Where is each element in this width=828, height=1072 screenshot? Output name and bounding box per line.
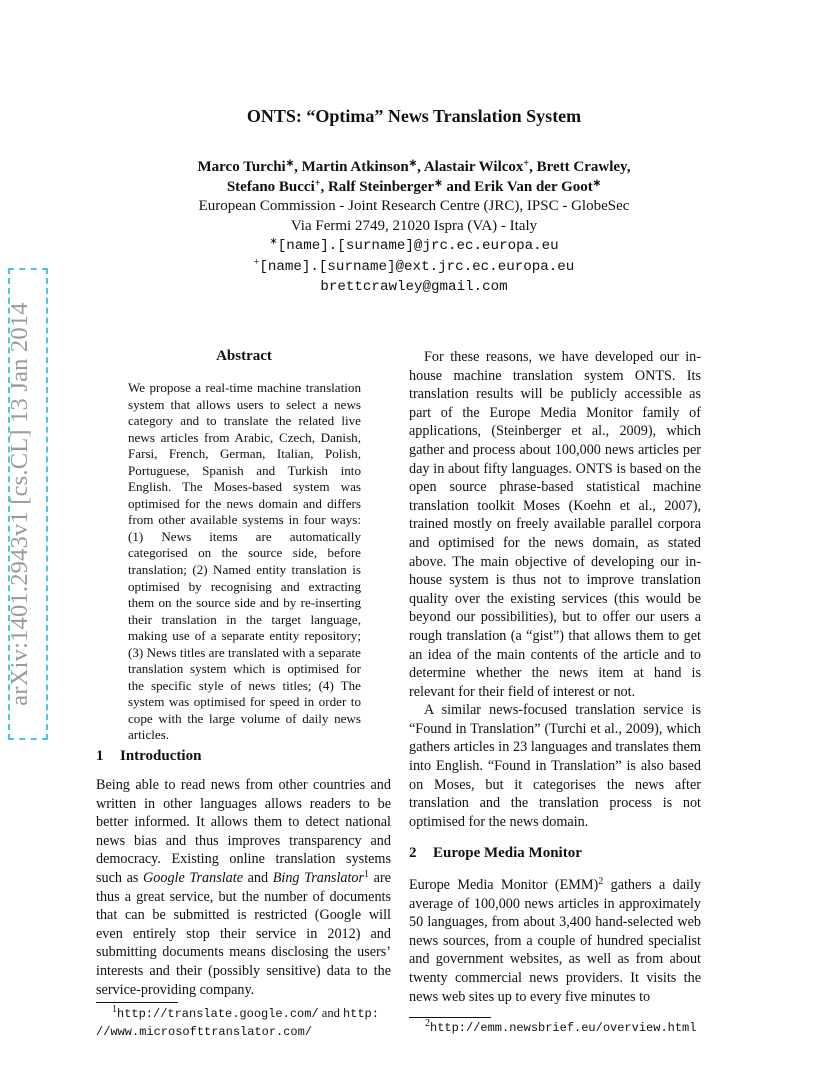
- author-name: Ralf Steinberger: [327, 178, 435, 195]
- footnote-ref[interactable]: 2: [598, 876, 604, 887]
- text-run: and: [318, 1006, 343, 1020]
- paragraph: For these reasons, we have developed our in-house machine translation system ONTS. Its translation results will be publicly accessible as part of the Europe Media Monitor family of applications, (Steinberger et al., 2009), which gather and process about 100,000 news articles per day in about fifty languages. ONTS is based on the open source phrase-based statistical machine translation toolkit Moses (Koehn et al., 2007), trained mostly on freely available parallel corpora and optimised for the news domain, as stated above. The main objective of developing our in-house system is thus not to improve translation quality over the existing services (this would be beyond our possibilities), but to offer our users a rough translation (a “gist”) that allows them to get an idea of the main contents of the article and to determine whether the news item at hand is relevant for their field of interest or not.: [409, 349, 701, 700]
- footnote-rule: [409, 1017, 491, 1018]
- footnote-link[interactable]: //www.microsofttranslator.com/: [96, 1025, 313, 1039]
- author-mark: ∗: [285, 158, 295, 169]
- section-number: 2: [409, 845, 417, 861]
- footnote-link[interactable]: http:: [342, 1007, 379, 1021]
- email-mark: +: [253, 256, 260, 268]
- text-run: Europe Media Monitor (EMM): [409, 877, 599, 893]
- arxiv-stamp: arXiv:1401.2943v1 [cs.CL] 13 Jan 2014: [6, 302, 33, 706]
- author-name: Brett Crawley,: [536, 159, 631, 175]
- footnote-2: [409, 1019, 705, 1037]
- text-run: and: [243, 869, 273, 886]
- footnote-1: [96, 1005, 392, 1041]
- section-2-heading: [409, 845, 582, 862]
- intro-paragraph: [96, 776, 391, 999]
- abstract-text: We propose a real-time machine translation system that allows users to select a news category and to translate the related live news articles from Arabic, Czech, Danish, Farsi, French, German, Italian, Polish, Portuguese, Spanish and Turkish into English. The Moses-based system was optimised for the news domain and differs from other available systems in four ways: (1) News items are automatically categorised on the source side, before translation; (2) Named entity translation is optimised by recognising and extracting them on the source side and by re-inserting their translation in the target language, making use of a separate entity repository; (3) News titles are translated with a separate translation system which is optimised for the specific style of news titles; (4) The system was optimised for speed in order to cope with the large volume of daily news articles.: [128, 380, 361, 743]
- email-line-2: [0, 257, 828, 278]
- email-mark: ∗: [269, 236, 278, 247]
- section-title: Europe Media Monitor: [433, 845, 582, 861]
- section-1-heading: [96, 748, 201, 765]
- email-line-1: [0, 236, 828, 257]
- address: Via Fermi 2749, 21020 Ispra (VA) - Italy: [290, 217, 538, 234]
- author-mark: ∗: [434, 177, 443, 189]
- emm-paragraph: [409, 876, 701, 1006]
- author-name: Marco Turchi: [197, 159, 286, 175]
- text-run: gathers a daily average of 100,000 news articles in approximately 50 languages, from about 3,400 hand-selected web news sources, from a couple of hundred specialist and government websites, as well as from about twenty commercial news providers. It visits the news web sites up to every five minutes to: [409, 877, 701, 1005]
- footnote-ref[interactable]: 1: [364, 868, 370, 880]
- right-column-text: [409, 348, 701, 831]
- email: [name].[surname]@ext.jrc.ec.europa.eu: [259, 258, 575, 275]
- author-name: Alastair Wilcox: [423, 159, 524, 175]
- author-mark: +: [314, 177, 321, 189]
- affiliation: European Commission - Joint Research Centre (JRC), IPSC - GlobeSec: [198, 198, 630, 214]
- paper-title: ONTS: “Optima” News Translation System: [246, 106, 582, 126]
- emphasis: Google Translate: [143, 869, 244, 886]
- author-mark: ∗: [408, 158, 418, 169]
- section-number: 1: [96, 748, 104, 764]
- paragraph: A similar news-focused translation service is “Found in Translation” (Turchi et al., 2009), which gathers articles in 23 languages and translates them into English. “Found in Translation” is also based on Moses, but it categorises the news after translation and the translation process is not optimised for the news domain.: [409, 702, 701, 830]
- author-name: Stefano Bucci: [226, 178, 315, 195]
- section-title: Introduction: [120, 748, 202, 764]
- abstract-heading: Abstract: [216, 348, 272, 364]
- email-line-3: [0, 277, 828, 298]
- footnote-rule: [96, 1002, 178, 1003]
- footnote-mark: 1: [112, 1004, 117, 1015]
- author-name: Martin Atkinson: [301, 159, 409, 175]
- text-run: Being able to read news from other countries and written in other languages allows readers to be better informed. It allows them to detect national news bias and thus improves transparency and democracy. Existing online translation systems such as: [96, 777, 391, 886]
- emphasis: Bing Translator: [272, 869, 365, 886]
- author-block: [0, 158, 828, 298]
- footnote-link[interactable]: http://translate.google.com/: [117, 1007, 319, 1021]
- author-mark: +: [523, 158, 530, 169]
- author-line-1: Marco Turchi∗, Martin Atkinson∗, Alastair Wilcox+, Brett Crawley,: [197, 158, 631, 175]
- author-line-2: Stefano Bucci+, Ralf Steinberger∗ and Erik Van der Goot∗: [226, 177, 602, 195]
- footnote-link[interactable]: http://emm.newsbrief.eu/overview.html: [430, 1021, 697, 1035]
- author-mark: ∗: [592, 177, 602, 189]
- email: brettcrawley@gmail.com: [320, 279, 508, 295]
- footnote-mark: 2: [425, 1018, 430, 1029]
- text-run: are thus a great service, but the number of documents that can be submitted is restricted (Google will even entirely stop their service in 2012) and submitting documents means disclosing the users’ interests and their (possibly sensitive) data to the service-providing company.: [96, 869, 391, 998]
- author-name: and Erik Van der Goot: [446, 178, 593, 195]
- email: [name].[surname]@jrc.ec.europa.eu: [277, 238, 559, 254]
